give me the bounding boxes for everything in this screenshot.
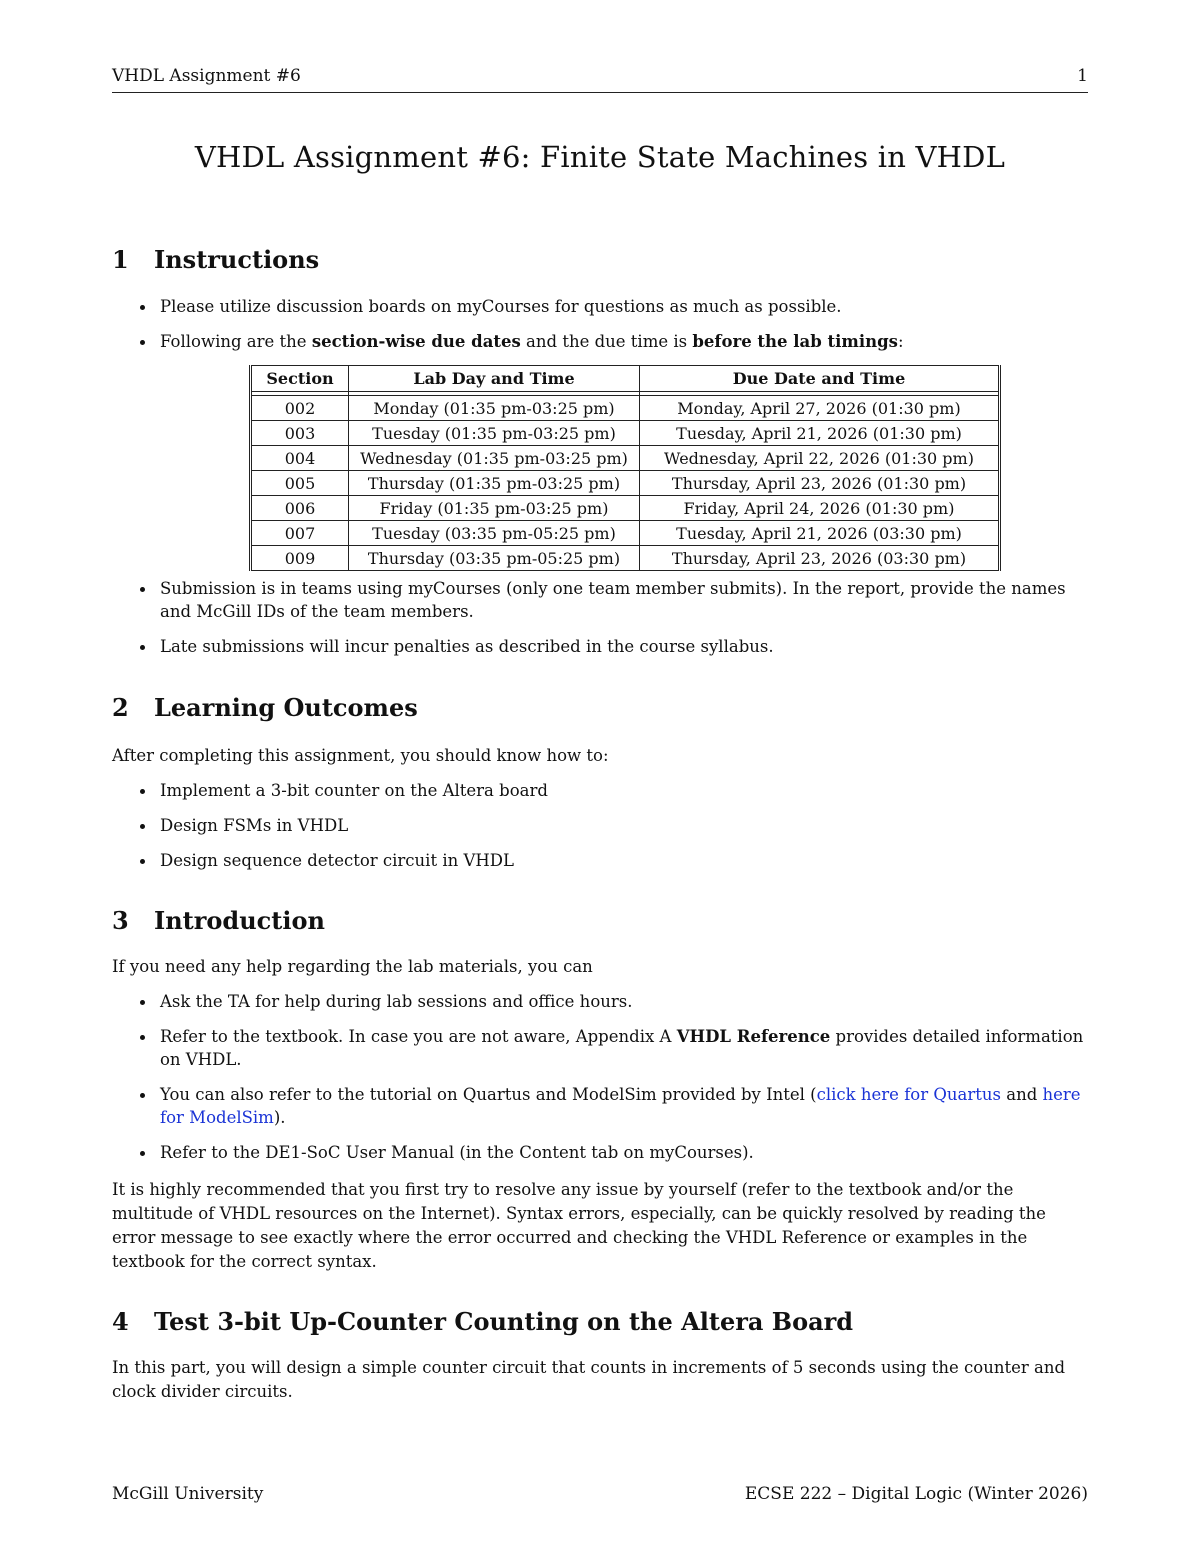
column-header: Section [251, 366, 349, 392]
table-row: 009 Thursday (03:35 pm-05:25 pm) Thursday, April 23, 2026 (03:30 pm) [251, 546, 1000, 571]
list-item: Design FSMs in VHDL [112, 814, 1088, 837]
running-header [112, 66, 1088, 93]
table-row: 007 Tuesday (03:35 pm-05:25 pm) Tuesday, April 21, 2026 (03:30 pm) [251, 521, 1000, 546]
section-heading-introduction [112, 906, 325, 935]
column-header: Lab Day and Time [349, 366, 640, 392]
instructions-list [112, 295, 1088, 365]
page-number: 1 [1077, 66, 1088, 86]
list-item: Ask the TA for help during lab sessions and office hours. [112, 990, 1088, 1013]
list-item: Late submissions will incur penalties as described in the course syllabus. [112, 635, 1088, 658]
bullet-icon [140, 789, 145, 794]
bullet-icon [140, 305, 145, 310]
list-item: Implement a 3-bit counter on the Altera board [112, 779, 1088, 802]
section-title: Test 3-bit Up-Counter Counting on the Altera Board [154, 1307, 854, 1336]
section-number: 2 [112, 693, 129, 722]
learning-intro: After completing this assignment, you should know how to: [112, 746, 609, 765]
modelsim-tutorial-link[interactable]: here for ModelSim [160, 1085, 1081, 1127]
due-dates-table [249, 365, 1001, 571]
section-title: Introduction [154, 906, 325, 935]
table-header-row [251, 366, 1000, 392]
header-title: VHDL Assignment #6 [112, 66, 301, 86]
table-row: 006 Friday (01:35 pm-03:25 pm) Friday, April 24, 2026 (01:30 pm) [251, 496, 1000, 521]
section-number: 3 [112, 906, 129, 935]
introduction-intro: If you need any help regarding the lab materials, you can [112, 957, 593, 976]
table-row: 002 Monday (01:35 pm-03:25 pm) Monday, April 27, 2026 (01:30 pm) [251, 396, 1000, 421]
bullet-icon [140, 824, 145, 829]
instructions-list-cont [112, 577, 1088, 670]
footer-course: ECSE 222 – Digital Logic (Winter 2026) [744, 1484, 1088, 1504]
list-item: Refer to the textbook. In case you are not aware, Appendix A VHDL Reference provides detailed information on VHDL. [112, 1025, 1088, 1071]
section-heading-instructions [112, 245, 319, 274]
section-heading-test-counter [112, 1307, 853, 1336]
section-title: Instructions [154, 245, 320, 274]
footer-institution: McGill University [112, 1484, 264, 1504]
bullet-icon [140, 587, 145, 592]
bullet-icon [140, 340, 145, 345]
introduction-list [112, 990, 1088, 1176]
bullet-icon [140, 1093, 145, 1098]
bullet-icon [140, 859, 145, 864]
list-item: You can also refer to the tutorial on Quartus and ModelSim provided by Intel (click here for Quartus and here for ModelSim). [112, 1083, 1088, 1129]
list-item: Following are the section-wise due dates and the due time is before the lab timings: [112, 330, 1088, 353]
section-number: 1 [112, 245, 129, 274]
introduction-closing: It is highly recommended that you first try to resolve any issue by yourself (refer to the textbook and/or the multitude of VHDL resources on the Internet). Syntax errors, especially, can be quickly resolved by reading the error message to see exactly where the error occurred and checking the VHDL Reference or examples in the textbook for the correct syntax. [112, 1180, 1046, 1271]
list-item: Design sequence detector circuit in VHDL [112, 849, 1088, 872]
section-heading-learning-outcomes [112, 693, 418, 722]
running-footer [112, 1484, 1088, 1504]
learning-list [112, 779, 1088, 884]
table-row: 005 Thursday (01:35 pm-03:25 pm) Thursday, April 23, 2026 (01:30 pm) [251, 471, 1000, 496]
part4-text: In this part, you will design a simple counter circuit that counts in increments of 5 seconds using the counter and clock divider circuits. [112, 1358, 1066, 1401]
list-item: Submission is in teams using myCourses (only one team member submits). In the report, provide the names and McGill IDs of the team members. [112, 577, 1088, 623]
list-item: Refer to the DE1-SoC User Manual (in the Content tab on myCourses). [112, 1141, 1088, 1164]
quartus-tutorial-link[interactable]: click here for Quartus [816, 1085, 1001, 1104]
bullet-icon [140, 1000, 145, 1005]
table-row: 003 Tuesday (01:35 pm-03:25 pm) Tuesday, April 21, 2026 (01:30 pm) [251, 421, 1000, 446]
column-header: Due Date and Time [640, 366, 1000, 392]
document-title: VHDL Assignment #6: Finite State Machines in VHDL [194, 140, 1006, 174]
list-item: Please utilize discussion boards on myCourses for questions as much as possible. [112, 295, 1088, 318]
bullet-icon [140, 1035, 145, 1040]
section-number: 4 [112, 1307, 129, 1336]
table-row: 004 Wednesday (01:35 pm-03:25 pm) Wednesday, April 22, 2026 (01:30 pm) [251, 446, 1000, 471]
section-title: Learning Outcomes [154, 693, 418, 722]
bullet-icon [140, 1151, 145, 1156]
bullet-icon [140, 645, 145, 650]
